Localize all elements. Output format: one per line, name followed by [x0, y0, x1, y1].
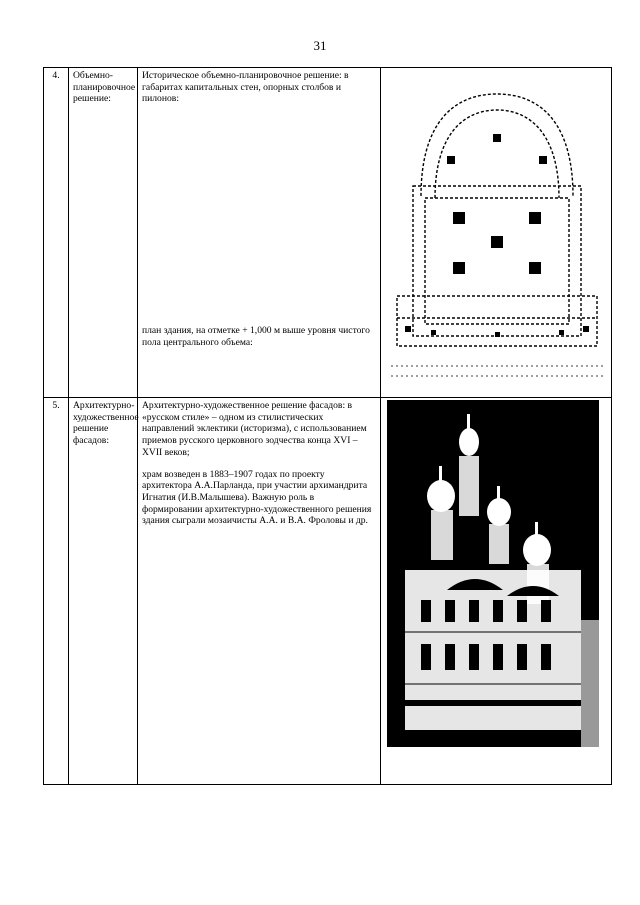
row-number: 4. [44, 68, 69, 398]
table-row [44, 68, 612, 398]
table-row [44, 398, 612, 785]
description-text: Историческое объемно-планировочное решение: в габаритах капитальных стен, опорных столбов и пилонов: [142, 70, 349, 105]
specification-table [43, 67, 612, 785]
church-photo-image [381, 398, 612, 785]
floor-plan-drawing [391, 86, 603, 386]
row-title: Объемно-планировочное решение: [69, 68, 138, 398]
row-number: 5. [44, 398, 69, 785]
church-photo [387, 400, 599, 747]
row-description [138, 68, 381, 398]
description-paragraph: храм возведен в 1883–1907 годах по проекту архитектора А.А.Парланда, при участии архимандрита Игнатия (И.В.Малышева). Важную роль в формировании архитектурно-художественного решения здания сыграли мозаичисты А.А. и В.А. Фроловы и др. [142, 468, 372, 527]
description-paragraph: Архитектурно-художественное решение фасадов: в «русском стиле» – одном из стилистических направлений эклектики (историзма), с использованием приемов русского церковного зодчества конца XVI – XVII веков; [142, 400, 367, 458]
row-description [138, 398, 381, 785]
page-number: 31 [313, 38, 327, 53]
floor-plan-image [381, 68, 612, 398]
plan-caption: план здания, на отметке + 1,000 м выше уровня чистого пола центрального объема: [142, 325, 370, 348]
row-title: Архитектурно-художественное решение фасадов: [69, 398, 138, 785]
